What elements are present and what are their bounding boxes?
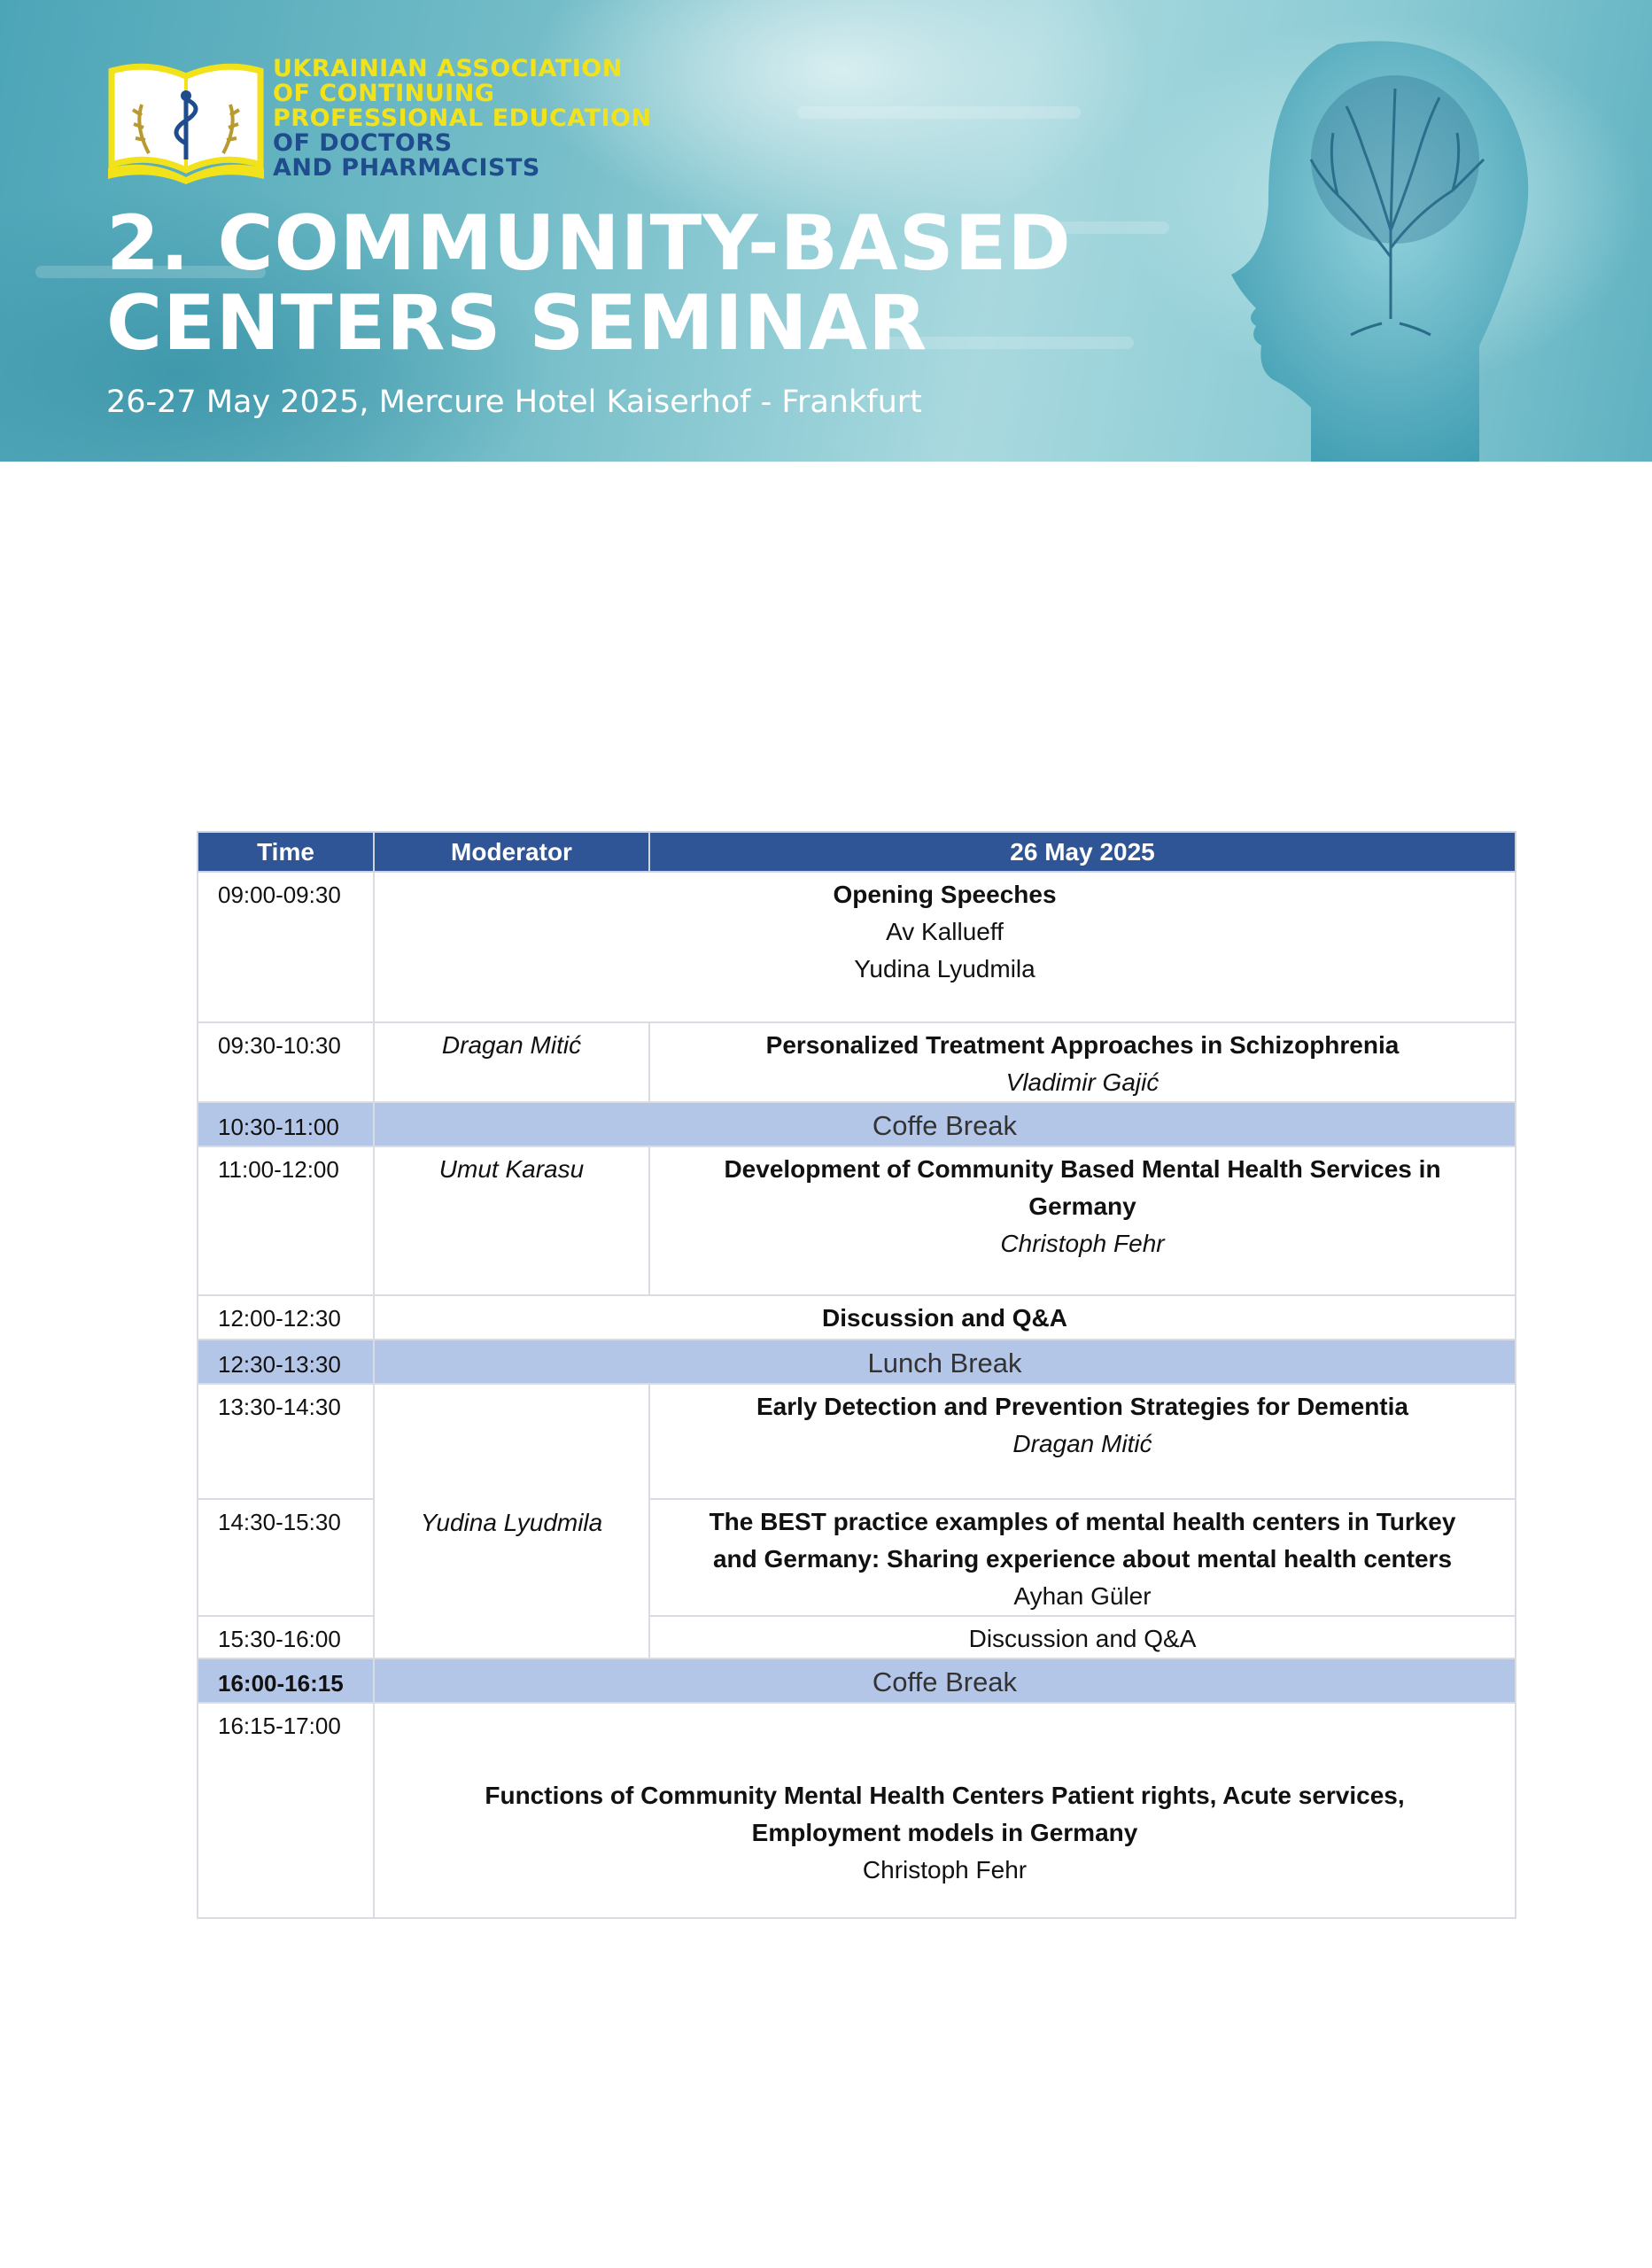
break-row — [198, 1102, 1516, 1146]
moderator-cell: Umut Karasu — [374, 1146, 649, 1295]
speaker: Ayhan Güler — [1013, 1582, 1152, 1610]
moderator-cell: Dragan Mitić — [374, 1022, 649, 1102]
break-label: Lunch Break — [374, 1340, 1516, 1384]
logo-line: OF DOCTORS — [273, 129, 453, 157]
session-cell — [374, 872, 1516, 1022]
time-cell: 12:30-13:30 — [198, 1340, 374, 1384]
logo-line: AND PHARMACISTS — [273, 154, 540, 182]
moderator-cell: Yudina Lyudmila — [374, 1384, 649, 1658]
time-cell: 14:30-15:30 — [198, 1499, 374, 1616]
session-title: Personalized Treatment Approaches in Schizophrenia — [765, 1031, 1400, 1059]
schedule-table — [197, 831, 1516, 1919]
column-header-moderator: Moderator — [374, 832, 649, 872]
speaker: Vladimir Gajić — [1005, 1068, 1160, 1096]
break-row — [198, 1658, 1516, 1703]
table-row — [198, 1703, 1516, 1918]
time-cell: 09:30-10:30 — [198, 1022, 374, 1102]
header-banner — [0, 0, 1652, 462]
session-cell — [374, 1703, 1516, 1918]
column-header-date: 26 May 2025 — [649, 832, 1516, 872]
session-title: Early Detection and Prevention Strategies for Dementia — [756, 1393, 1408, 1420]
session-title-line: The BEST practice examples of mental health centers in Turkey — [709, 1508, 1456, 1535]
speaker: Dragan Mitić — [1012, 1430, 1152, 1457]
time-cell: 12:00-12:30 — [198, 1295, 374, 1340]
time-cell: 16:15-17:00 — [198, 1703, 374, 1918]
break-label: Coffe Break — [374, 1658, 1516, 1703]
session-cell — [649, 1146, 1516, 1295]
table-row — [198, 1384, 1516, 1499]
session-title-line: Germany — [1028, 1192, 1136, 1220]
time-cell: 13:30-14:30 — [198, 1384, 374, 1499]
association-name — [273, 57, 652, 181]
session-title: Opening Speeches — [833, 881, 1057, 908]
session-cell — [649, 1499, 1516, 1616]
session-title: Discussion and Q&A — [374, 1295, 1516, 1340]
association-logo-icon — [106, 60, 266, 186]
table-header-row — [198, 832, 1516, 872]
speaker: Yudina Lyudmila — [854, 955, 1035, 983]
brush-streak — [797, 106, 1081, 119]
time-cell: 09:00-09:30 — [198, 872, 374, 1022]
session-title-line: Development of Community Based Mental Health Services in — [724, 1155, 1441, 1183]
logo-line: OF CONTINUING — [273, 80, 495, 107]
title-line-1: 2. COMMUNITY-BASED — [106, 199, 1072, 288]
table-row — [198, 1146, 1516, 1295]
seminar-title — [106, 199, 1072, 368]
session-cell — [649, 1022, 1516, 1102]
session-cell — [649, 1384, 1516, 1499]
column-header-time: Time — [198, 832, 374, 872]
session-title: Discussion and Q&A — [649, 1616, 1516, 1658]
table-row — [198, 872, 1516, 1022]
head-tree-illustration-icon — [1187, 27, 1559, 462]
logo-line: UKRAINIAN ASSOCIATION — [273, 55, 623, 82]
time-cell: 10:30-11:00 — [198, 1102, 374, 1146]
speaker: Christoph Fehr — [862, 1855, 1028, 1884]
session-title-line: and Germany: Sharing experience about mental health centers — [712, 1545, 1453, 1573]
time-cell: 16:00-16:15 — [198, 1658, 374, 1703]
time-cell: 11:00-12:00 — [198, 1146, 374, 1295]
speaker: Av Kallueff — [886, 918, 1004, 945]
session-title-line: Functions of Community Mental Health Centers Patient rights, Acute services, — [485, 1781, 1405, 1809]
seminar-date-venue: 26-27 May 2025, Mercure Hotel Kaiserhof - Frankfurt — [106, 384, 922, 420]
break-label: Coffe Break — [374, 1102, 1516, 1146]
break-row — [198, 1340, 1516, 1384]
table-row — [198, 1295, 1516, 1340]
speaker: Christoph Fehr — [1000, 1230, 1165, 1257]
session-title-line: Employment models in Germany — [751, 1818, 1138, 1846]
table-row — [198, 1022, 1516, 1102]
title-line-2: CENTERS SEMINAR — [106, 279, 928, 368]
logo-line: PROFESSIONAL EDUCATION — [273, 105, 652, 132]
time-cell: 15:30-16:00 — [198, 1616, 374, 1658]
